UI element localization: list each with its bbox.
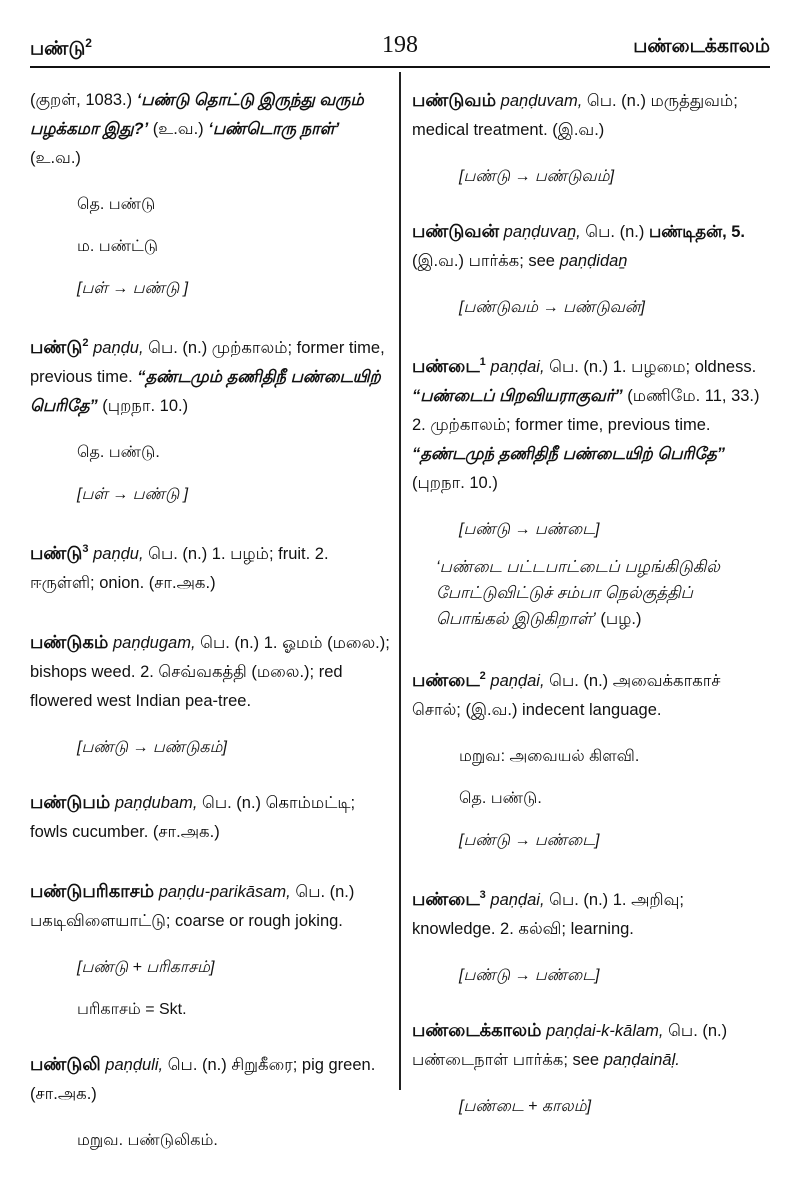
entry-pandu-parikasam: [30, 877, 390, 1020]
etymology: [பண்டு + பரிகாசம்]: [77, 959, 215, 976]
headword: பண்டைக்காலம்: [412, 1020, 542, 1040]
cognate: தெ. பண்டு.: [459, 790, 542, 807]
headword: பண்டு$^3$: [30, 543, 89, 563]
entry-body: பண்டு$^2$ paṇḍu, பெ. (n.) முற்காலம்; former time, previous time. “தண்டமும் தணிதிநீ பண்டையிற் பெரிதே” (புறநா. 10.): [30, 337, 385, 415]
page-header: [30, 28, 770, 60]
transliteration: paṇḍugam,: [112, 634, 196, 652]
entry-body: பண்டுவம் paṇḍuvam, பெ. (n.) மருத்துவம்; medical treatment. (இ.வ.): [412, 90, 738, 139]
etymology: [பண்டு → பண்டுவம்]: [459, 168, 615, 185]
entry-pandai-2: [412, 662, 772, 851]
transliteration: paṇḍai-k-kālam,: [546, 1022, 664, 1040]
proverb: ‘பண்டை பட்டபாட்டைப் பழங்கிடுகில் போட்டுவிட்டுச் சம்பா நெல்குத்திப் பொங்கல் இடுகிறாள்’ (பழ.): [436, 558, 720, 628]
headword: பண்டுபரிகாசம்: [30, 881, 155, 901]
entry-panduvam: [412, 86, 772, 187]
headword: பண்டுலி: [30, 1054, 101, 1074]
transliteration: paṇḍai,: [490, 672, 545, 690]
column-divider: [399, 72, 401, 1090]
entry-pandubam: [30, 788, 390, 847]
entry-body: (குறள், 1083.) ‘பண்டு தொட்டு இருந்து வரும் பழக்கமா இது?’ (உ.வ.) ‘பண்டொரு நாள்’ (உ.வ.): [30, 91, 364, 167]
entry-continuation: [30, 86, 390, 299]
transliteration: paṇḍuvaṉ,: [503, 223, 581, 241]
header-rule: [30, 66, 770, 68]
transliteration: paṇḍubam,: [114, 794, 198, 812]
entry-body: பண்டுபம் paṇḍubam, பெ. (n.) கொம்மட்டி; fowls cucumber. (சா.அக.): [30, 792, 356, 841]
entry-pandugam: [30, 628, 390, 758]
headword: பண்டை$^2$: [412, 670, 486, 690]
note: பரிகாசம் = Skt.: [77, 1001, 187, 1018]
transliteration: paṇḍu-parikāsam,: [158, 883, 291, 901]
header-guide-word-left: பண்டு$^2$: [30, 36, 92, 60]
headword: பண்டுவம்: [412, 90, 497, 110]
transliteration: paṇḍu,: [93, 545, 144, 563]
etymology: [பள் → பண்டு ]: [77, 486, 189, 503]
etymology: [பண்டு → பண்டுகம்]: [77, 739, 227, 756]
cognate: தெ. பண்டு.: [77, 444, 160, 461]
transliteration: paṇḍai,: [490, 891, 545, 909]
etymology: [பண்டுவம் → பண்டுவன்]: [459, 299, 645, 316]
etymology: [பண்டு → பண்டை]: [459, 967, 600, 984]
left-column: [30, 86, 390, 1181]
page-number: 198: [382, 32, 418, 58]
transliteration: paṇḍuvam,: [500, 92, 583, 110]
headword: பண்டு$^2$: [30, 337, 89, 357]
transliteration: paṇḍu,: [93, 339, 144, 357]
entry-body: பண்டு$^3$ paṇḍu, பெ. (n.) 1. பழம்; fruit. 2. ஈருள்ளி; onion. (சா.அக.): [30, 543, 329, 592]
cross-reference: பண்டிதன், 5.: [648, 223, 746, 241]
cross-reference-transliteration: paṇḍidaṉ: [559, 252, 628, 270]
etymology: [பள் → பண்டு ]: [77, 280, 189, 297]
right-column: [412, 86, 772, 1147]
entry-body: பண்டுலி paṇḍuli, பெ. (n.) சிறுகீரை; pig green. (சா.அக.): [30, 1054, 376, 1103]
cross-reference-transliteration: paṇḍaināḷ.: [603, 1051, 680, 1069]
entry-panduli: [30, 1050, 390, 1151]
headword: பண்டை$^1$: [412, 356, 486, 376]
etymology: [பண்டை + காலம்]: [459, 1098, 592, 1115]
headword: பண்டுபம்: [30, 792, 111, 812]
transliteration: paṇḍuli,: [105, 1056, 164, 1074]
entry-body: பண்டுவன் paṇḍuvaṉ, பெ. (n.) பண்டிதன், 5. (இ.வ.) பார்க்க; see paṇḍidaṉ: [412, 221, 746, 270]
etymology: [பண்டு → பண்டை]: [459, 832, 600, 849]
entry-body: பண்டை$^1$ paṇḍai, பெ. (n.) 1. பழமை; oldness. “பண்டைப் பிறவியராகுவர்” (மணிமே. 11, 33.) 2. முற்காலம்; former time, previous time. “தண்டமுந் தணிதிநீ பண்டையிற் பெரிதே” (புறநா. 10.): [412, 356, 760, 492]
entry-body: பண்டைக்காலம் paṇḍai-k-kālam, பெ. (n.) பண்டைநாள் பார்க்க; see paṇḍaināḷ.: [412, 1020, 728, 1069]
entry-pandu-2: [30, 329, 390, 505]
entry-body: பண்டுகம் paṇḍugam, பெ. (n.) 1. ஓமம் (மலை.); bishops weed. 2. செவ்வகத்தி (மலை.); red flowered west Indian pea-tree.: [30, 632, 390, 710]
header-guide-word-right: பண்டைக்காலம்: [633, 36, 770, 57]
headword: பண்டுகம்: [30, 632, 109, 652]
headword: பண்டை$^3$: [412, 889, 486, 909]
etymology: [பண்டு → பண்டை]: [459, 521, 600, 538]
entry-body: பண்டை$^3$ paṇḍai, பெ. (n.) 1. அறிவு; knowledge. 2. கல்வி; learning.: [412, 889, 684, 938]
synonym: மறுவ. பண்டுலிகம்.: [77, 1132, 218, 1149]
cognate: தெ. பண்டு: [77, 196, 156, 213]
synonym: மறுவ: அவையல் கிளவி.: [459, 748, 640, 765]
transliteration: paṇḍai,: [490, 358, 545, 376]
entry-pandai-1: [412, 348, 772, 632]
cognate: ம. பண்ட்டு: [77, 238, 159, 255]
entry-body: பண்டுபரிகாசம் paṇḍu-parikāsam, பெ. (n.) பகடிவிளையாட்டு; coarse or rough joking.: [30, 881, 355, 930]
entry-pandu-3: [30, 535, 390, 598]
headword: பண்டுவன்: [412, 221, 500, 241]
entry-panduvan: [412, 217, 772, 318]
entry-pandai-3: [412, 881, 772, 986]
entry-body: பண்டை$^2$ paṇḍai, பெ. (n.) அவைக்காகாச் சொல்; (இ.வ.) indecent language.: [412, 670, 721, 719]
entry-pandai-k-kalam: [412, 1016, 772, 1117]
